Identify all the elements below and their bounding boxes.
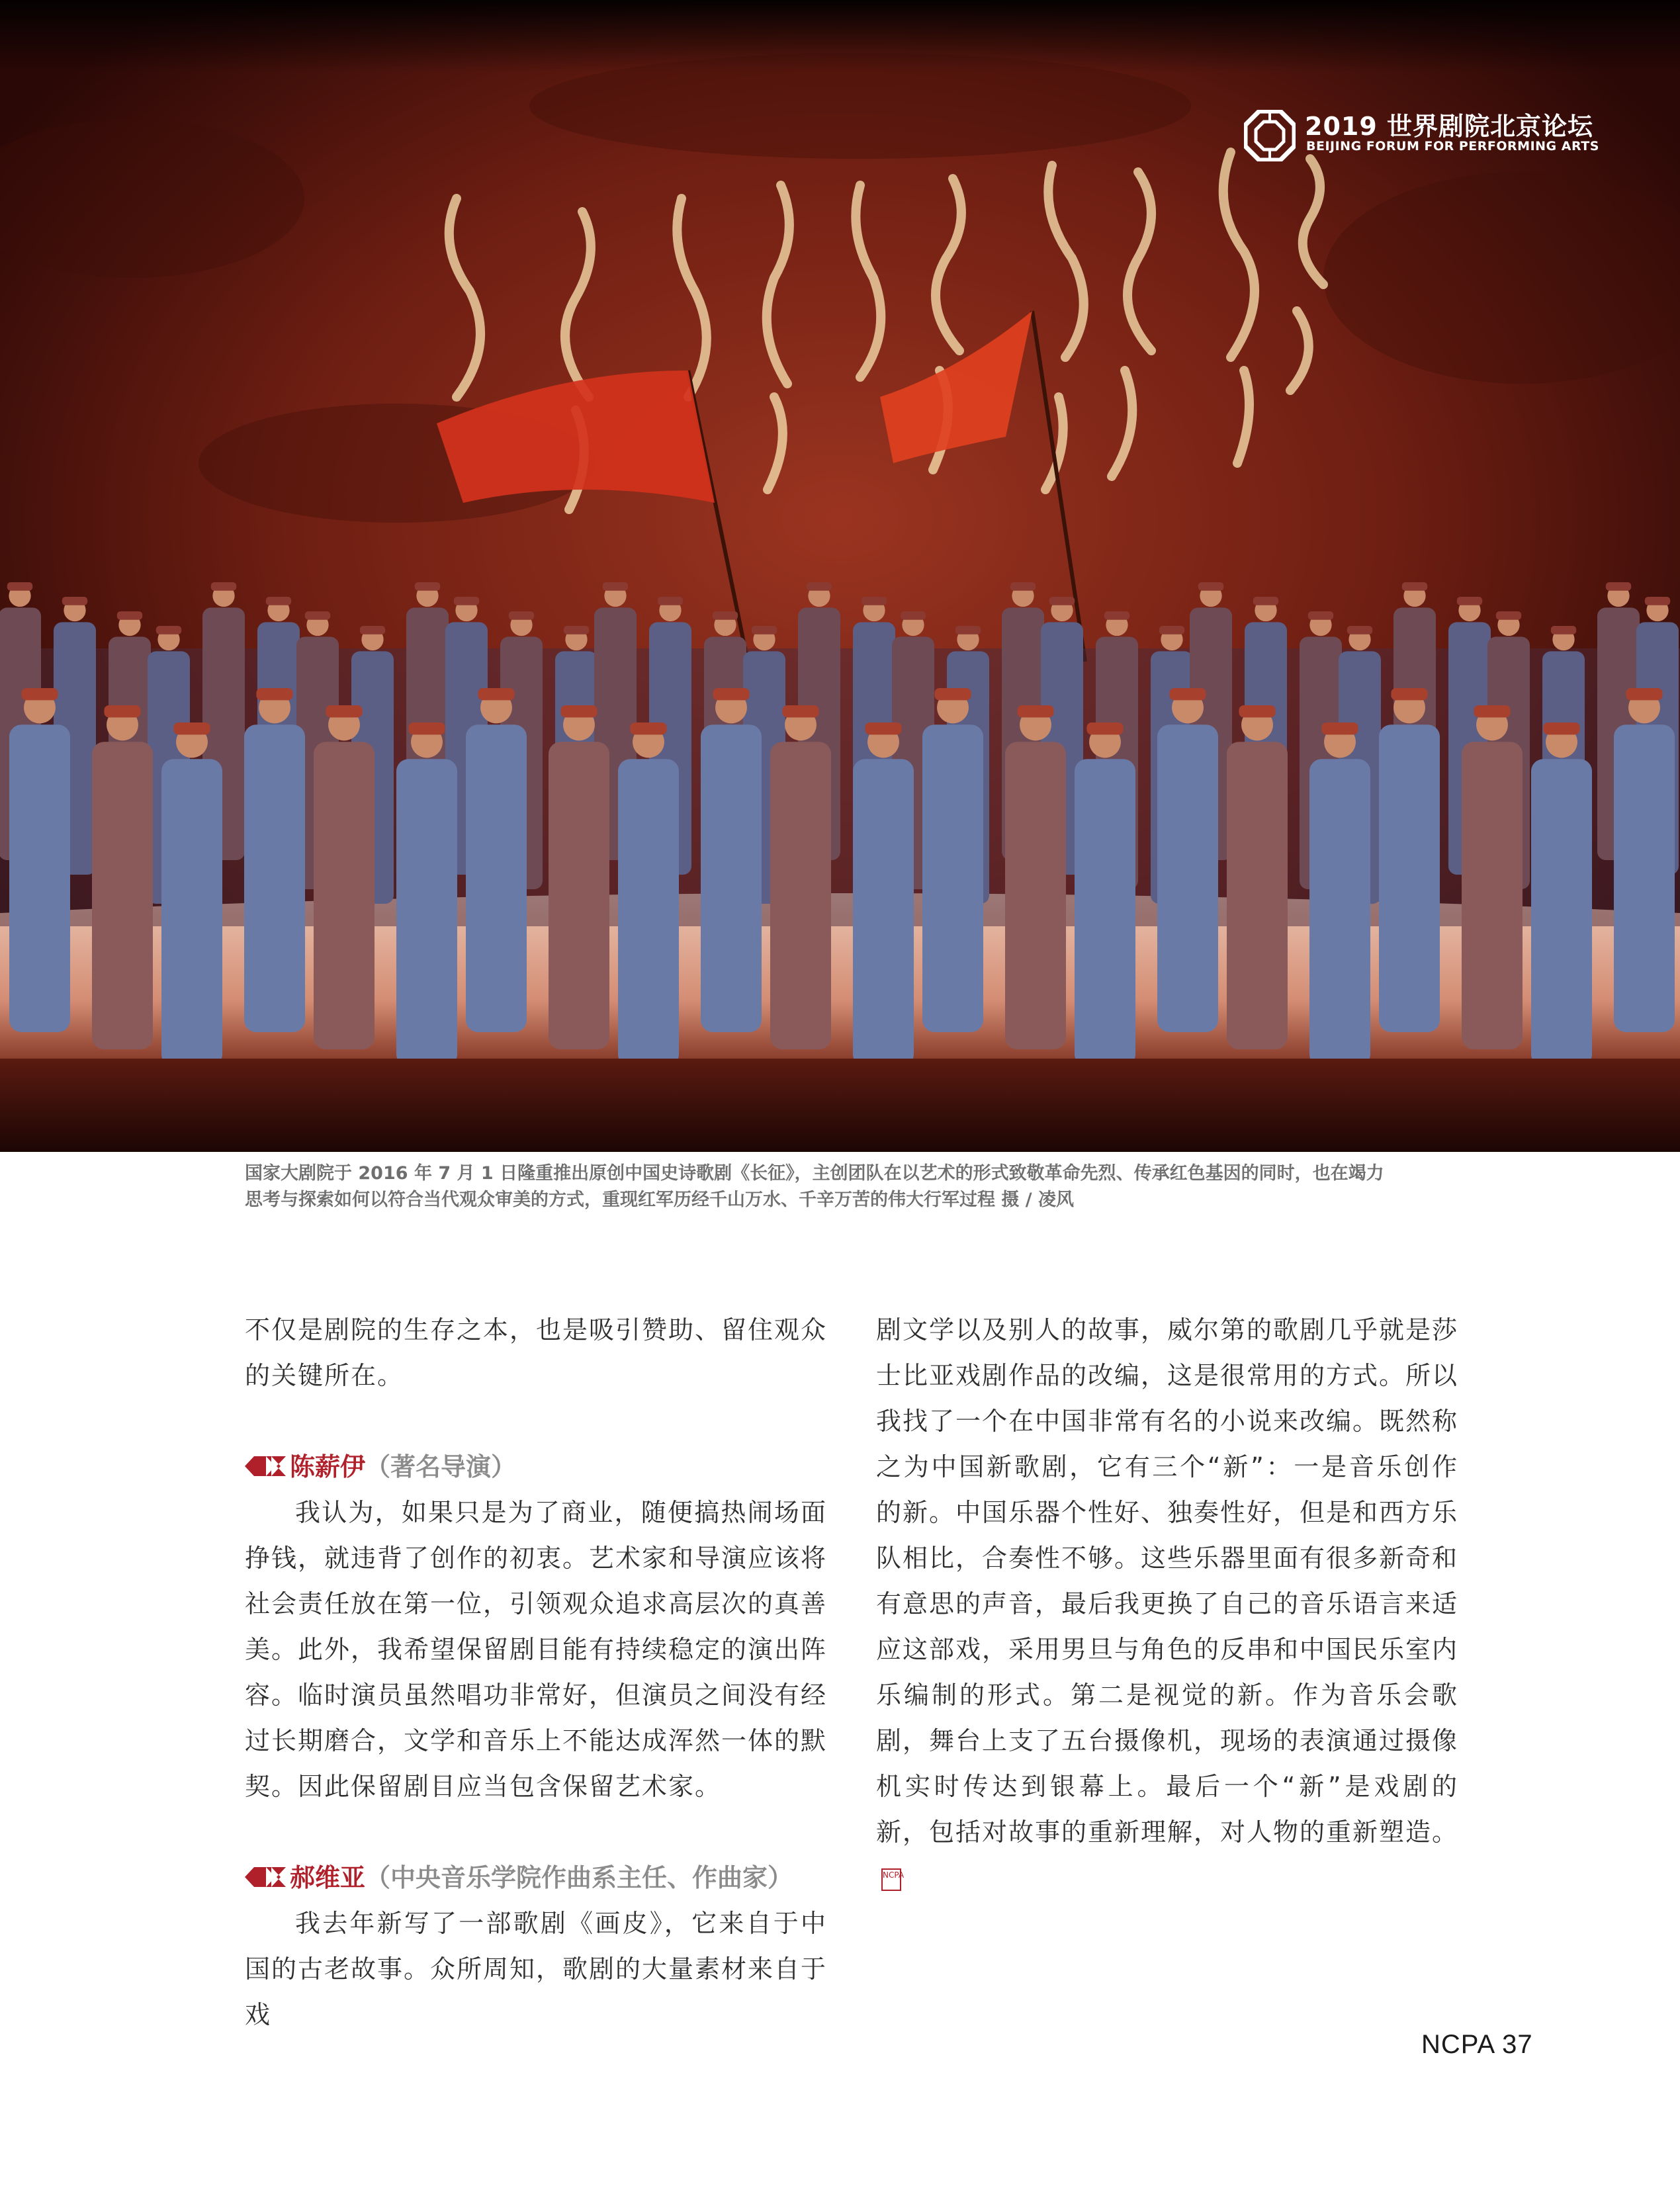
performer-figure bbox=[466, 688, 527, 1032]
performer-figure bbox=[1309, 722, 1370, 1067]
speaker-1-name: 陈薪伊 bbox=[290, 1452, 366, 1481]
caption-line-1: 国家大剧院于 2016 年 7 月 1 日隆重推出原创中国史诗歌剧《长征》，主创团队在以艺术的形式致敬革命先烈、传承红色基因的同时，也在竭力 bbox=[245, 1163, 1384, 1184]
ncpa-end-mark-icon: NCPA bbox=[881, 1868, 901, 1891]
performer-figure bbox=[92, 705, 153, 1049]
octagon-logo-icon bbox=[1244, 110, 1296, 161]
photo-caption bbox=[245, 1160, 1436, 1213]
right-paragraph bbox=[876, 1307, 1458, 1901]
red-arrow-tag-icon bbox=[245, 1456, 286, 1476]
performer-figure bbox=[701, 688, 762, 1032]
performer-figure bbox=[1227, 705, 1288, 1049]
speaker-2-role: （中央音乐学院作曲系主任、作曲家） bbox=[365, 1863, 793, 1892]
performer-figure bbox=[853, 722, 914, 1067]
speaker-heading-2 bbox=[245, 1855, 827, 1901]
performer-figure bbox=[1005, 705, 1066, 1049]
performer-figure bbox=[161, 722, 222, 1067]
performer-figure bbox=[1075, 722, 1135, 1067]
performer-figure bbox=[314, 705, 375, 1049]
performer-figure bbox=[396, 722, 457, 1067]
forum-title-cn: 2019 世界剧院北京论坛 bbox=[1305, 112, 1593, 141]
speaker-1-paragraph: 我认为，如果只是为了商业，随便搞热闹场面挣钱，就违背了创作的初衷。艺术家和导演应该将社会责任放在第一位，引领观众追求高层次的真善美。此外，我希望保留剧目能有持续稳定的演出阵容。临时演员虽然唱功非常好，但演员之间没有经过长期磨合，文学和音乐上不能达成浑然一体的默契。因此保留剧目应当包含保留艺术家。 bbox=[245, 1498, 828, 1801]
speaker-2-paragraph: 我去年新写了一部歌剧《画皮》，它来自于中国的古老故事。众所周知，歌剧的大量素材来自于戏 bbox=[245, 1909, 828, 2029]
performer-figure bbox=[922, 688, 983, 1032]
magazine-name: NCPA bbox=[1421, 2030, 1494, 2059]
intro-paragraph: 不仅是剧院的生存之本，也是吸引赞助、留住观众的关键所在。 bbox=[245, 1315, 828, 1390]
red-arrow-tag-icon bbox=[245, 1867, 286, 1887]
performer-figure bbox=[1462, 705, 1523, 1049]
performer-figure bbox=[1379, 688, 1440, 1032]
left-column bbox=[245, 1307, 827, 2038]
speaker-heading-1 bbox=[245, 1444, 827, 1490]
performer-figure bbox=[1614, 688, 1675, 1032]
performer-figure bbox=[618, 722, 679, 1067]
performer-figure bbox=[1157, 688, 1218, 1032]
performer-figure bbox=[9, 688, 70, 1032]
forum-logo bbox=[1244, 106, 1614, 165]
performer-figure bbox=[244, 688, 305, 1032]
forum-title-en: BEIJING FORUM FOR PERFORMING ARTS bbox=[1306, 139, 1599, 153]
right-paragraph-text: 剧文学以及别人的故事，威尔第的歌剧几乎就是莎士比亚戏剧作品的改编，这是很常用的方式。所以我找了一个在中国非常有名的小说来改编。既然称之为中国新歌剧，它有三个“新”：一是音乐创作的新。中国乐器个性好、独奏性好，但是和西方乐队相比，合奏性不够。这些乐器里面有很多新奇和有意思的声音，最后我更换了自己的音乐语言来适应这部戏，采用男旦与角色的反串和中国民乐室内乐编制的形式。第二是视觉的新。作为音乐会歌剧，舞台上支了五台摄像机，现场的表演通过摄像机实时传达到银幕上。最后一个“新”是戏剧的新，包括对故事的重新理解，对人物的重新塑造。 bbox=[876, 1315, 1459, 1847]
performer-figure bbox=[1531, 722, 1592, 1067]
speaker-2-name: 郝维亚 bbox=[290, 1863, 366, 1892]
performer-figure bbox=[770, 705, 831, 1049]
page-number: 37 bbox=[1502, 2030, 1533, 2059]
performer-figure bbox=[549, 705, 609, 1049]
speaker-1-role: （著名导演） bbox=[365, 1452, 517, 1481]
caption-line-2: 思考与探索如何以符合当代观众审美的方式，重现红军历经千山万水、千辛万苦的伟大行军过程 摄 / 凌风 bbox=[245, 1190, 1075, 1210]
right-column bbox=[876, 1307, 1458, 1901]
page-footer bbox=[1421, 2030, 1533, 2060]
